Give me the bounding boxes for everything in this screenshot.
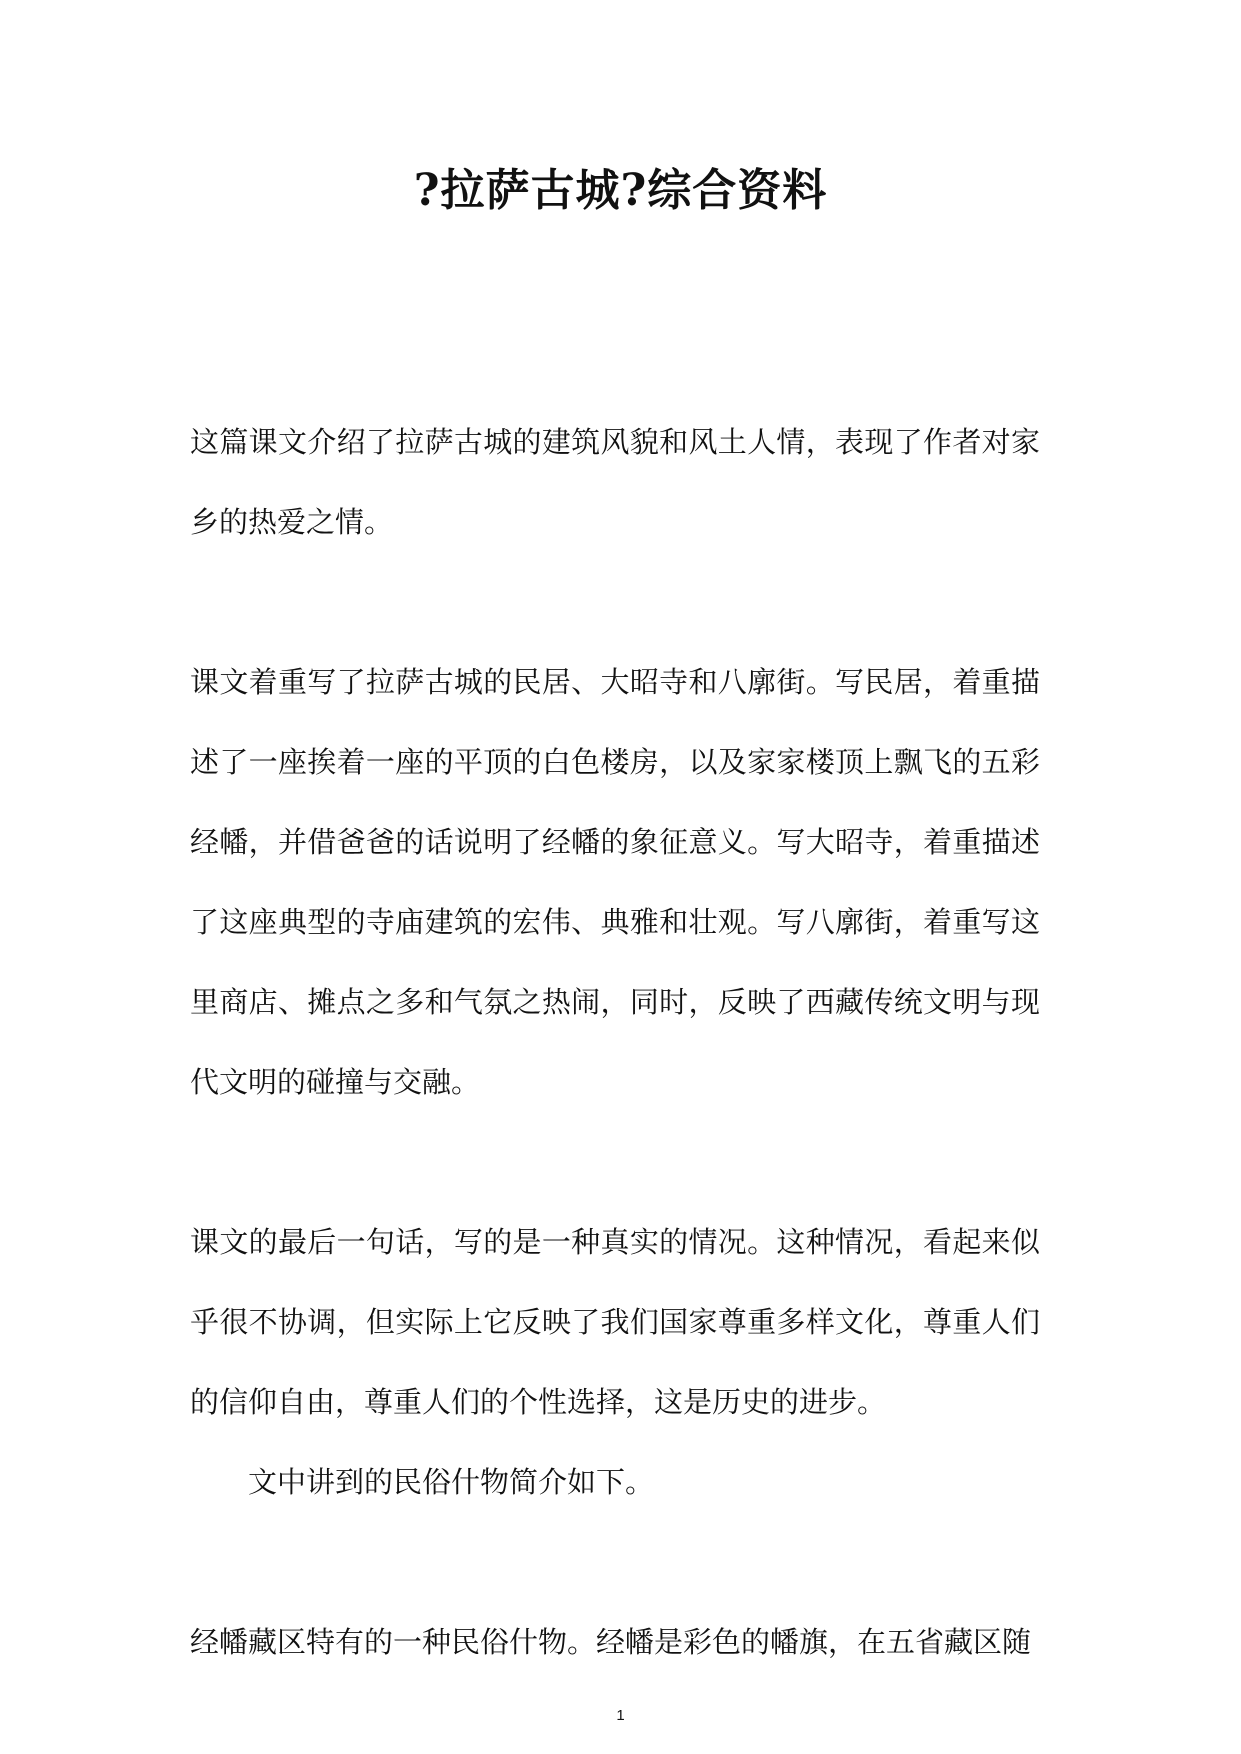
page-number: 1 [616, 1707, 625, 1724]
paragraph-intro: 这篇课文介绍了拉萨古城的建筑风貌和风土人情，表现了作者对家乡的热爱之情。 [190, 425, 1040, 539]
document-body [190, 402, 1040, 1682]
paragraph-prayer-flags: 经幡藏区特有的一种民俗什物。经幡是彩色的幡旗，在五省藏区随 [190, 1625, 1032, 1659]
paragraph-content-focus: 课文着重写了拉萨古城的民居、大昭寺和八廓街。写民居，着重描述了一座挨着一座的平顶的白色楼房，以及家家楼顶上飘飞的五彩经幡，并借爸爸的话说明了经幡的象征意义。写大昭寺，着重描述了这座典型的寺庙建筑的宏伟、典雅和壮观。写八廓街，着重写这里商店、摊点之多和气氛之热闹，同时，反映了西藏传统文明与现代文明的碰撞与交融。 [190, 665, 1040, 1099]
paragraph-last-sentence: 课文的最后一句话，写的是一种真实的情况。这种情况，看起来似乎很不协调，但实际上它反映了我们国家尊重多样文化，尊重人们的信仰自由，尊重人们的个性选择，这是历史的进步。 [190, 1225, 1040, 1419]
paragraph-folk-items-intro: 文中讲到的民俗什物简介如下。 [248, 1465, 655, 1499]
document-title: ?拉萨古城?综合资料 [413, 165, 828, 216]
